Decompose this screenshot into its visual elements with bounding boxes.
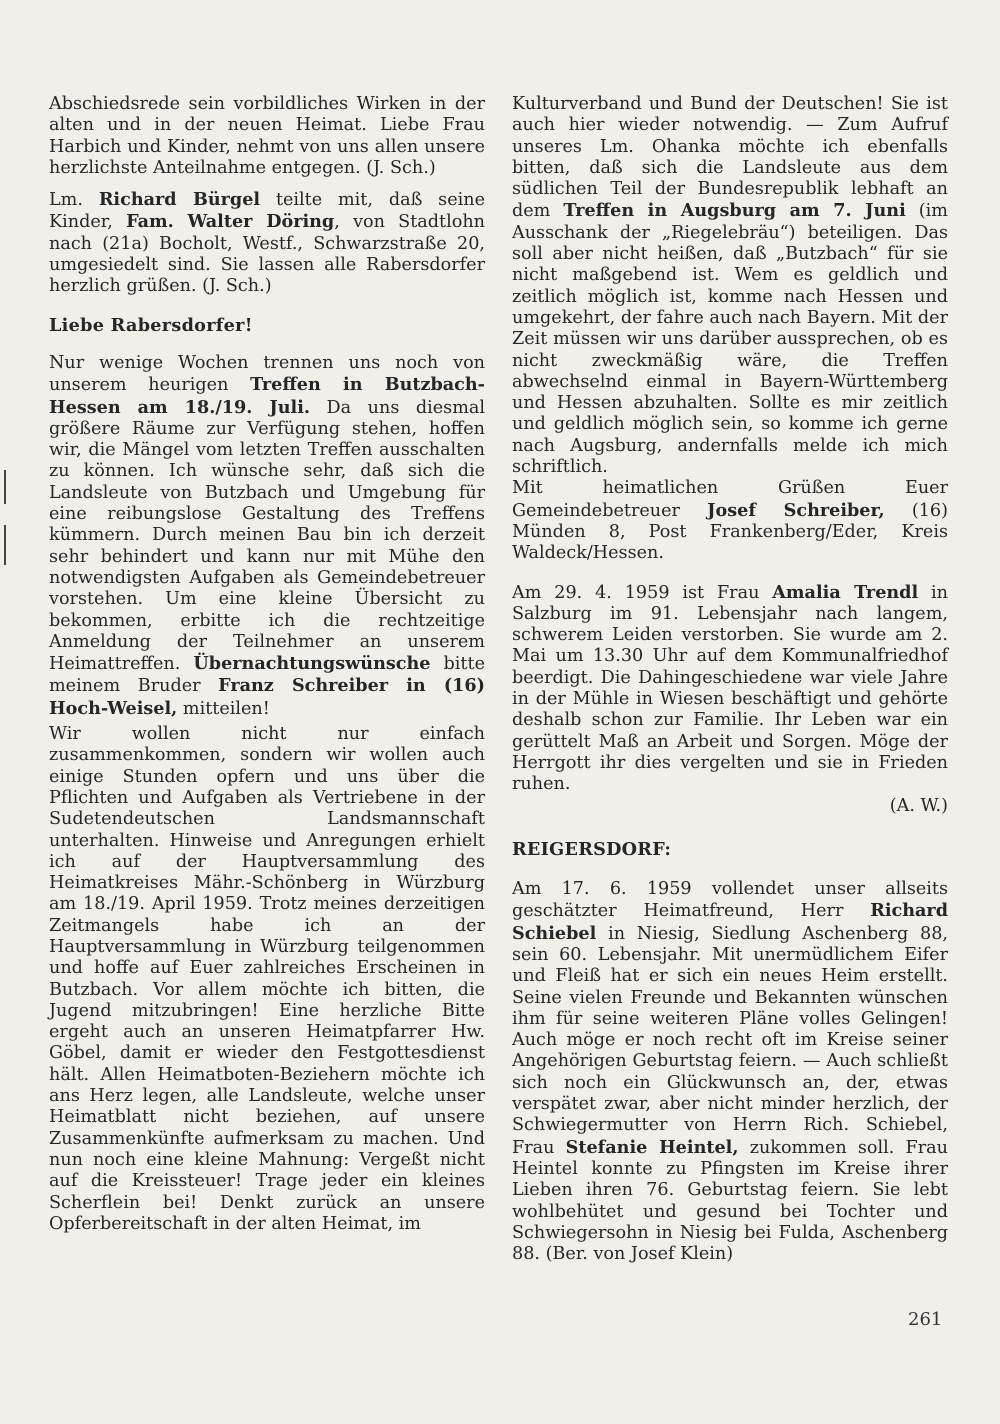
text-segment: in Salzburg im 91. Lebensjahr nach langem, schwerem Leiden verstorben. Sie wurde am 2. Mai um 13.30 Uhr auf dem Kommunalfriedhof beerdigt. Die Dahingeschiedene war viele Jahre in der Mühle in Wiesen beschäftigt und gehörte deshalb schon zur Familie. Ihr Leben war ein gerüttelt Maß an Arbeit und Sorgen. Möge der Herrgott ihr dies vergelten und sie in Frieden ruhen. xyxy=(512,582,948,795)
text-segment: Am 17. 6. 1959 vollendet unser allseits geschätzter Heimatfreund, Herr xyxy=(512,879,948,922)
text-segment: (im Ausschank der „Riegelebräu“) beteiligen. Das soll aber nicht heißen, daß „Butzbach“ für sie nicht maßgebend ist. Wem es geldlich und zeitlich möglich ist, komme nach Hessen und umgekehrt, der fahre auch nach Bayern. Mit der Zeit müssen wir uns darüber aussprechen, ob es nicht zweckmäßig wäre, die Treffen abwechselnd einmal in Bayern-Württemberg und Hessen abzuhalten. Sollte es mir zeitlich und geldlich möglich sein, so komme ich gerne nach Augsburg, andernfalls melde ich mich schriftlich. xyxy=(512,201,948,478)
paragraph-trendl-obituary xyxy=(512,582,948,796)
text-segment: Nur wenige Wochen trennen uns noch von unserem heurigen xyxy=(49,352,485,396)
text-segment: mitteilen! xyxy=(177,698,270,719)
paragraph-buergel xyxy=(49,189,485,297)
person-name: Stefanie Heintel, xyxy=(565,1136,739,1158)
paragraph-schiebel-birthday xyxy=(512,879,948,1265)
event-highlight: Treffen in Augsburg am 7. Juni xyxy=(563,200,906,222)
scan-margin-mark xyxy=(4,525,6,565)
paragraph-kulturverband xyxy=(512,94,948,478)
right-column xyxy=(512,94,948,1265)
page-number: 261 xyxy=(908,1309,943,1330)
section-heading-reigersdorf: REIGERSDORF: xyxy=(512,838,672,860)
text-segment: Am 29. 4. 1959 ist Frau xyxy=(512,582,773,603)
text-segment: Lm. xyxy=(49,190,99,211)
person-name: Amalia Trendl xyxy=(772,581,919,603)
paragraph-treffen-butzbach xyxy=(49,353,485,720)
person-name: Fam. Walter Döring xyxy=(126,211,335,233)
text-segment: zukommen soll. Frau Heintel konnte zu Pfingsten im Kreise ihrer Lieben ihren 76. Geburtstag feiern. Sie lebt wohlbehütet und gesund bei Tochter und Schwiegersohn in Niesig bei Fulda, Aschenberg 88. (Ber. von Josef Klein) xyxy=(512,1137,948,1265)
author-initials: (A. W.) xyxy=(889,795,948,816)
person-name: Richard Bürgel xyxy=(98,189,261,211)
person-name: Franz Schreiber in (16) Hoch-Weisel, xyxy=(49,675,485,719)
text-segment: , von Stadtlohn nach (21a) Bocholt, Westf., Schwarzstraße 20, umgesiedelt sind. Sie lassen alle Rabersdorfer herzlich grüßen. (J. Sch.) xyxy=(49,212,485,297)
section-heading-rabersdorfer: Liebe Rabersdorfer! xyxy=(49,314,253,336)
person-name: Josef Schreiber, xyxy=(707,499,885,521)
event-highlight: Treffen in Butzbach-Hessen am 18./19. Juli. xyxy=(49,374,485,418)
keyword-highlight: Übernachtungswünsche xyxy=(193,653,431,675)
text-segment: Da uns diesmal größere Räume zur Verfügung stehen, hoffen wir, die Mängel vom letzten Treffen ausschalten zu können. Ich wünsche sehr, daß sich die Landsleute von Butzbach und Umgebung für eine reibungslose Gestaltung des Treffens kümmern. Durch meinen Bau bin ich derzeit sehr behindert und kann nur mit Mühe den notwendigsten Aufgaben als Gemeindebetreuer vorstehen. Um eine kleine Übersicht zu bekommen, erbitte ich die rechtzeitige Anmeldung der Teilnehmer an unserem Heimattreffen. xyxy=(49,397,485,675)
paragraph-zusammenkommen: Wir wollen nicht nur einfach zusammenkommen, sondern wir wollen auch einige Stunden opfern und uns über die Pflichten und Aufgaben als Vertriebene in der Sudetendeutschen Landsmannschaft unterhalten. Hinweise und Anregungen erhielt ich auf der Hauptversammlung des Heimatkreises Mähr.-Schönberg in Würzburg am 18./19. April 1959. Trotz meines derzeitigen Zeitmangels habe ich an der Hauptversammlung in Würzburg teilgenommen und hoffe auf Euer zahlreiches Erscheinen in Butzbach. Vor allem möchte ich bitten, die Jugend mitzubringen! Eine herzliche Bitte ergeht auch an unseren Heimatpfarrer Hw. Göbel, damit er wieder den Festgottesdienst hält. Allen Heimatboten-Beziehern möchte ich ans Herz legen, alle Landsleute, welche unser Heimatblatt nicht beziehen, auf unsere Zusammenkünfte aufmerksam zu machen. Und nun noch eine kleine Mahnung: Vergeßt nicht auf die Kreissteuer! Trage jeder ein kleines Scherflein bei! Denkt zurück an unsere Opferbereitschaft in der alten Heimat, im xyxy=(49,724,485,1234)
scan-margin-mark xyxy=(4,470,6,504)
text-segment: in Niesig, Siedlung Aschenberg 88, sein 60. Lebensjahr. Mit unermüdlichem Eifer und Fleiß hat er sich ein neues Heim erstellt. Seine vielen Freunde und Bekannten wünschen ihm für seine weiteren Pläne volles Gelingen! Auch möge er noch recht oft im Kreise seiner Angehörigen Geburtstag feiern. — Auch schließt sich noch ein Glückwunsch an, der, etwas verspätet zwar, aber nicht minder herzlich, der Schwiegermutter von Herrn Rich. Schiebel, Frau xyxy=(512,923,948,1158)
person-name: Richard Schiebel xyxy=(512,900,948,944)
text-segment: Kulturverband und Bund der Deutschen! Sie ist auch hier wieder notwendig. — Zum Aufruf unseres Lm. Ohanka möchte ich ebenfalls bitten, daß sich die Landsleute aus dem südlichen Teil der Bundesrepublik lebhaft an dem xyxy=(512,94,948,222)
left-column xyxy=(49,94,485,1235)
text-segment: (16) Münden 8, Post Frankenberg/Eder, Kreis Waldeck/Hessen. xyxy=(512,500,948,564)
text-segment: bitte meinem Bruder xyxy=(49,654,485,697)
paragraph-obituary-end: Abschiedsrede sein vorbildliches Wirken in der alten und in der neuen Heimat. Liebe Frau Harbich und Kinder, nehmt von uns allen unsere herzlichste Anteilnahme entgegen. (J. Sch.) xyxy=(49,94,485,178)
text-segment: Mit heimatlichen Grüßen Euer Gemeindebetreuer xyxy=(512,478,948,521)
paragraph-signature-schreiber xyxy=(512,478,948,564)
text-segment: teilte mit, daß seine Kinder, xyxy=(49,190,485,233)
